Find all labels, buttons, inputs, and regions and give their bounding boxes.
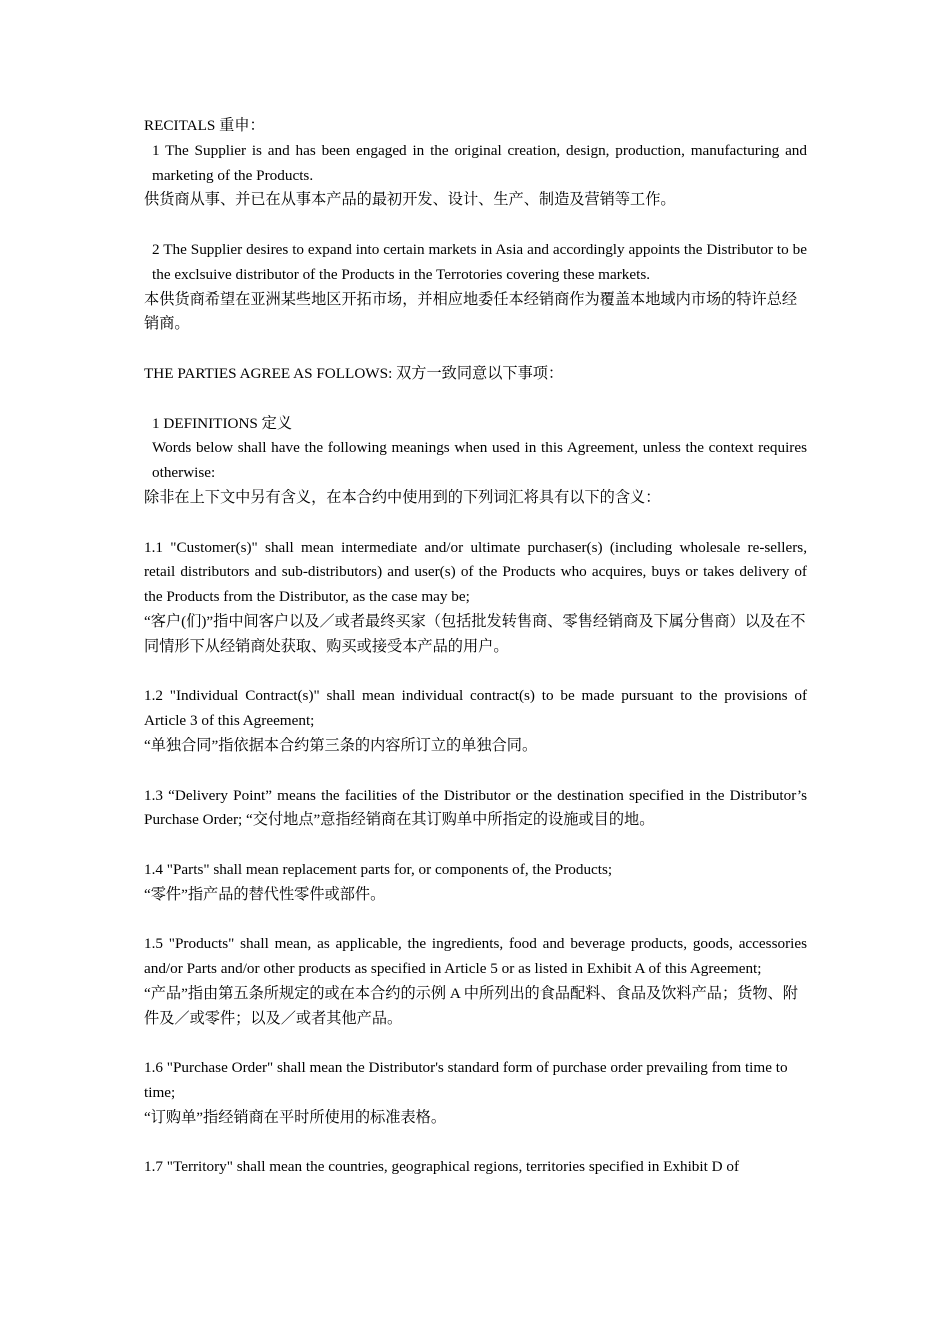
spacer [144, 1031, 807, 1056]
recital-1-chinese: 供货商从事、并已在从事本产品的最初开发、设计、生产、制造及营销等工作。 [144, 191, 676, 209]
definition-1-3: 1.3 “Delivery Point” means the facilities of the Distributor or the destination specified in the Distributor’s Purchase Order; “交付地点”意指经销商在其订购单中所指定的设施或目的地。 [144, 786, 807, 829]
definition-1-6-chinese: “订购单”指经销商在平时所使用的标准表格。 [144, 1108, 447, 1126]
definition-1-2-english: 1.2 "Individual Contract(s)" shall mean individual contract(s) to be made pursuant to the provisions of Article 3 of this Agreement; [144, 687, 807, 730]
spacer [144, 387, 807, 412]
definition-1-4-english: 1.4 "Parts" shall mean replacement parts for, or components of, the Products; [144, 860, 613, 878]
definitions-intro-english: Words below shall have the following meanings when used in this Agreement, unless the context requires otherwise: [152, 439, 807, 482]
definitions-intro-chinese: 除非在上下文中另有含义，在本合约中使用到的下列词汇将具有以下的含义： [144, 488, 661, 506]
definition-1-1-english: 1.1 "Customer(s)" shall mean intermediate and/or ultimate purchaser(s) (including wholesale re-sellers, retail distributors and sub-distributors) and user(s) of the Products who acquires, buys or takes delivery of the Products from the Distributor, as the case may be; [144, 538, 807, 606]
definition-1-5-chinese: “产品”指由第五条所规定的或在本合约的示例 A 中所列出的食品配料、食品及饮料产品；货物、附件及／或零件；以及／或者其他产品。 [144, 984, 798, 1027]
spacer [144, 1131, 807, 1156]
recital-2-chinese: 本供货商希望在亚洲某些地区开拓市场，并相应地委任本经销商作为覆盖本地域内市场的特许总经销商。 [144, 290, 798, 333]
document-page [144, 114, 807, 1180]
spacer [144, 660, 807, 685]
spacer [144, 337, 807, 362]
spacer [144, 908, 807, 933]
recitals-heading: RECITALS 重申： [144, 117, 265, 134]
definition-1-2-chinese: “单独合同”指依据本合约第三条的内容所订立的单独合同。 [144, 736, 538, 754]
definition-1-6-english: 1.6 "Purchase Order" shall mean the Distributor's standard form of purchase order prevailing from time to time; [144, 1059, 788, 1102]
spacer [144, 213, 807, 238]
definition-1-5-english: 1.5 "Products" shall mean, as applicable, the ingredients, food and beverage products, goods, accessories and/or Parts and/or other products as specified in Article 5 or as listed in Exhibit A of this Agreement; [144, 935, 807, 978]
definition-1-1-chinese: “客户(们)”指中间客户以及／或者最终买家（包括批发转售商、零售经销商及下属分售商）以及在不同情形下从经销商处获取、购买或接受本产品的用户。 [144, 612, 806, 655]
definition-1-4-chinese: “零件”指产品的替代性零件或部件。 [144, 885, 386, 903]
recital-1-english: 1 The Supplier is and has been engaged in the original creation, design, production, manufacturing and marketing of the Products. [152, 141, 807, 184]
spacer [144, 511, 807, 536]
definitions-heading: 1 DEFINITIONS 定义 [152, 414, 293, 432]
agreement-heading: THE PARTIES AGREE AS FOLLOWS: 双方一致同意以下事项： [144, 364, 564, 382]
spacer [144, 759, 807, 784]
recital-2-english: 2 The Supplier desires to expand into certain markets in Asia and accordingly appoints the Distributor to be the exclsuive distributor of the Products in the Terrotories covering these markets. [152, 240, 807, 283]
spacer [144, 833, 807, 858]
definition-1-7-english: 1.7 "Territory" shall mean the countries, geographical regions, territories specified in Exhibit D of [144, 1158, 740, 1176]
